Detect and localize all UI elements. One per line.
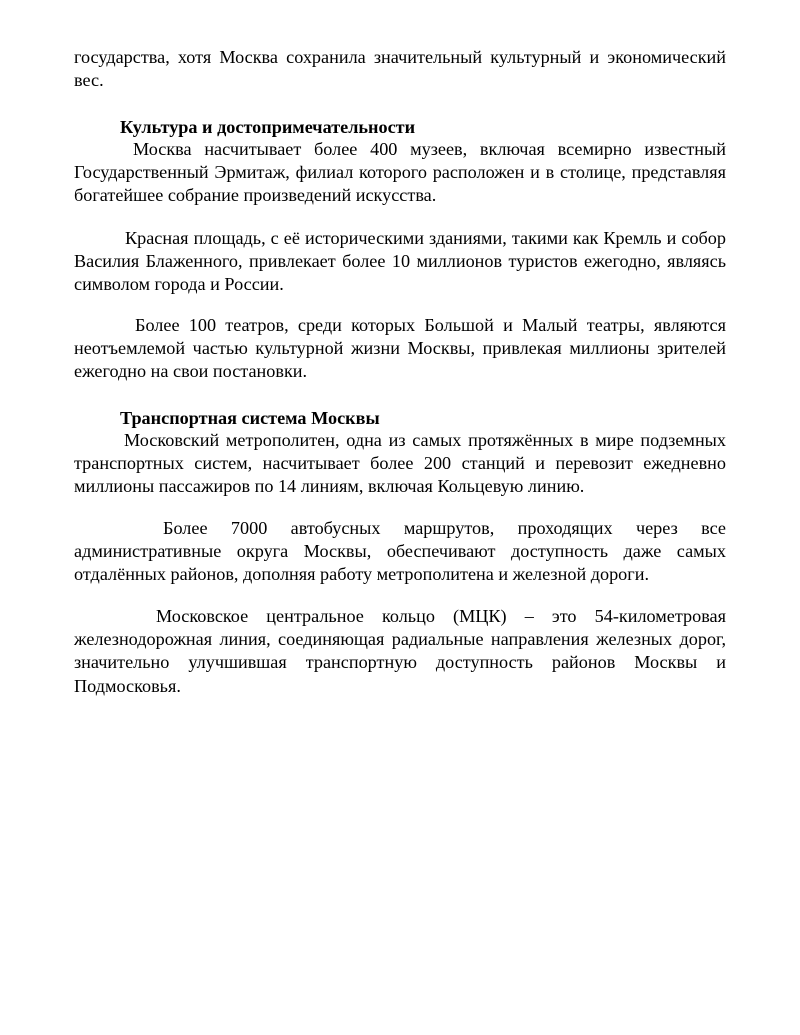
text-line: Более 7000 автобусных маршрутов, проходящих через все [163,518,726,538]
intro-paragraph [74,46,726,92]
text-line: Московское центральное кольцо (МЦК) – это 54-километровая [156,606,726,626]
text-line: Московский метрополитен, одна из самых протяжённых в мире подземных [124,430,726,450]
text-line: Более 100 театров, среди которых Большой и Малый театры, являются [135,315,726,335]
transport-paragraph-mck [74,605,726,698]
text-line: Василия Блаженного, привлекает более 10 миллионов туристов ежегодно, являясь [74,251,726,272]
culture-paragraph-red-square [74,227,726,297]
section-heading-transport: Транспортная система Москвы [120,408,380,428]
transport-paragraph-metro [74,429,726,499]
text-line: Государственный Эрмитаж, филиал которого расположен и в столице, представляя [74,162,726,183]
text-line: Москва насчитывает более 400 музеев, включая всемирно известный [133,139,726,159]
transport-paragraph-buses [74,517,726,587]
text-line: ежегодно на свои постановки. [74,361,308,382]
text-line: Красная площадь, с её историческими зданиями, такими как Кремль и собор [125,228,726,248]
text-line: транспортных систем, насчитывает более 200 станций и перевозит ежедневно [74,453,726,474]
text-line: административные округа Москвы, обеспечивают доступность даже самых [74,541,726,562]
text-line: символом города и России. [74,274,284,295]
section-heading-culture: Культура и достопримечательности [120,117,416,137]
text-line: миллионы пассажиров по 14 линиям, включая Кольцевую линию. [74,476,585,497]
text-line: значительно улучшившая транспортную доступность районов Москвы и [74,652,726,673]
text-line: неотъемлемой частью культурной жизни Москвы, привлекая миллионы зрителей [74,338,726,359]
culture-paragraph-museums [74,138,726,208]
text-line: государства, хотя Москва сохранила значительный культурный и экономический [74,47,726,67]
culture-paragraph-theatres [74,314,726,384]
text-line: железнодорожная линия, соединяющая радиальные направления железных дорог, [74,629,726,650]
text-line: отдалённых районов, дополняя работу метрополитена и железной дороги. [74,564,649,585]
text-line: вес. [74,70,104,91]
text-line: богатейшее собрание произведений искусства. [74,185,437,206]
text-line: Подмосковья. [74,675,181,696]
